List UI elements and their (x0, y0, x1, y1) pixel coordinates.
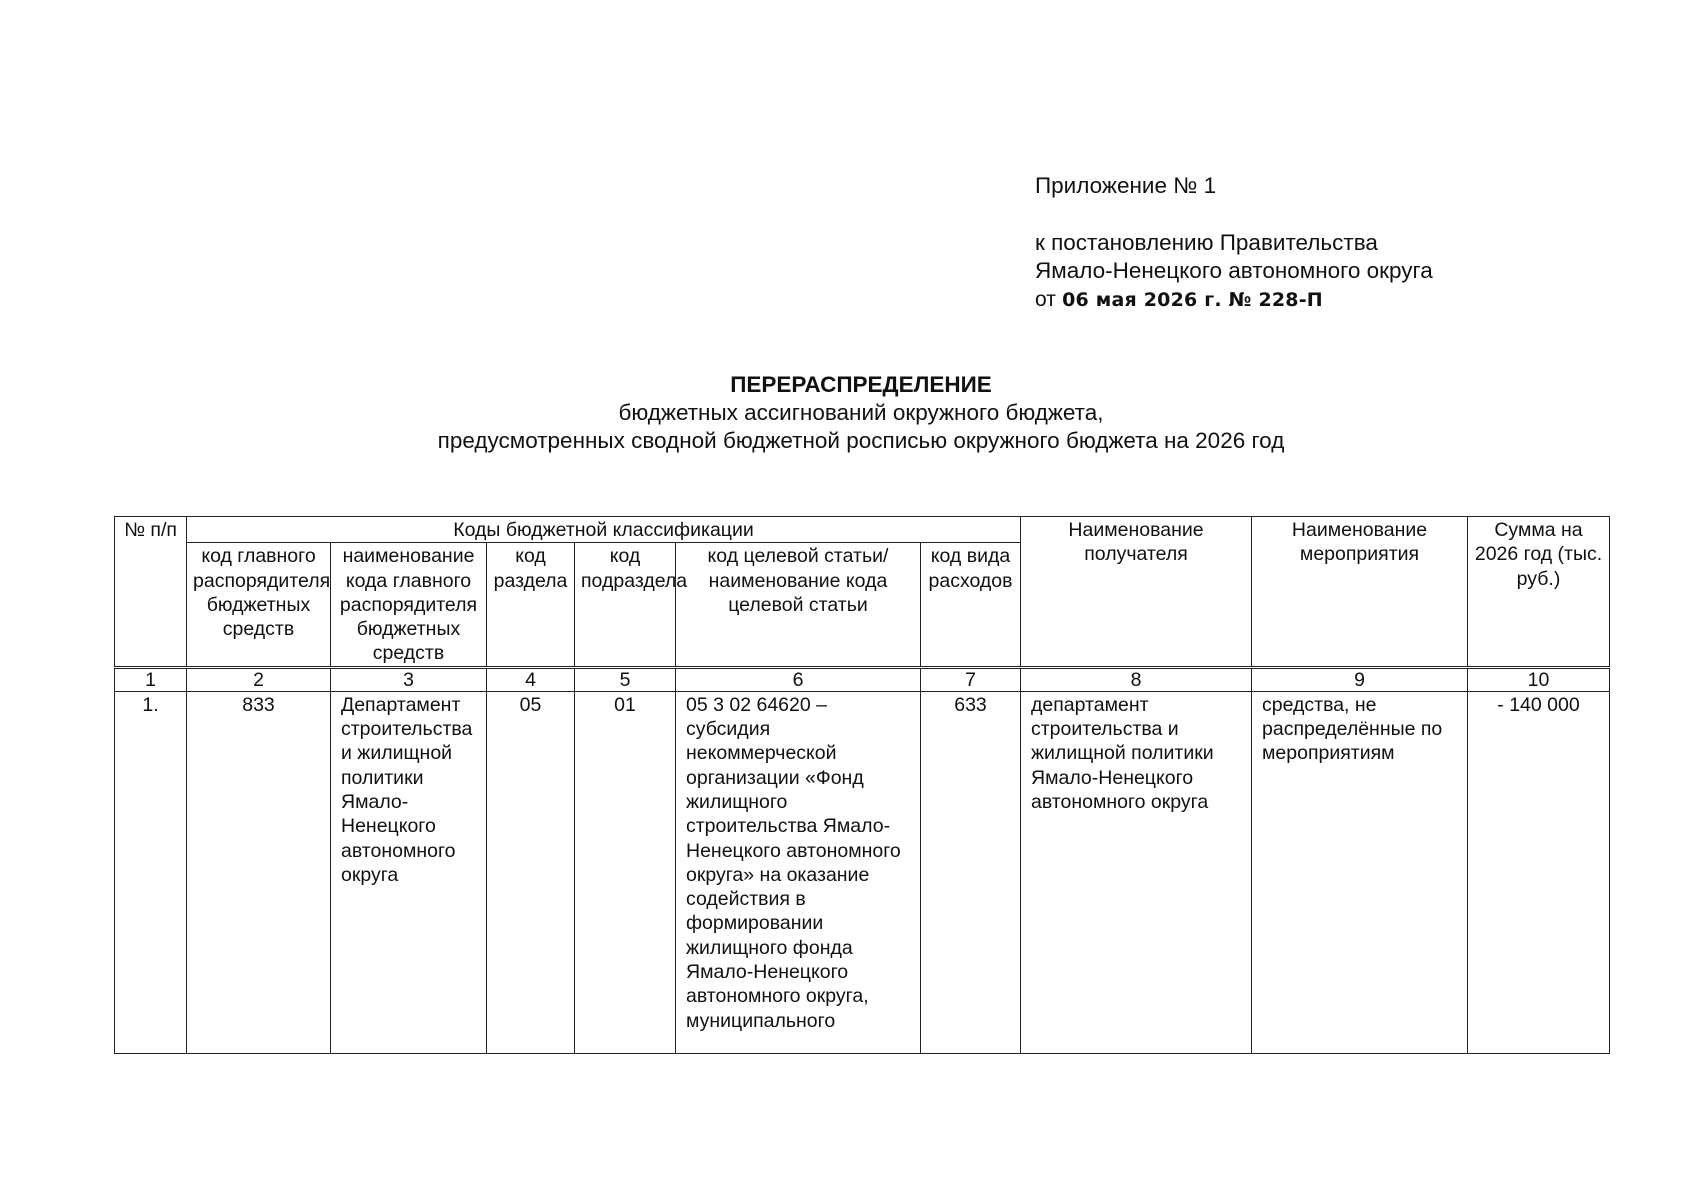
appendix-prefix: от (1035, 288, 1056, 311)
document-heading (114, 371, 1608, 455)
column-number: 1 (115, 667, 187, 691)
redistribution-table (114, 516, 1610, 1054)
column-number: 10 (1468, 667, 1610, 691)
column-number: 7 (921, 667, 1021, 691)
header-num: № п/п (115, 517, 187, 668)
header-recipient: Наименование получателя (1021, 517, 1252, 668)
header-code-expense-type: код вида расходов (921, 543, 1021, 667)
document-subtitle-1: бюджетных ассигнований окружного бюджета, (618, 400, 1104, 425)
appendix-block (1035, 172, 1433, 314)
cell-code-expense-type: 633 (921, 691, 1021, 1053)
header-amount: Сумма на 2026 год (тыс. руб.) (1468, 517, 1610, 668)
column-number: 2 (187, 667, 331, 691)
cell-event: средства, не распределённые по мероприятиям (1252, 691, 1468, 1053)
cell-code-subsection: 01 (575, 691, 676, 1053)
header-code-subsection: код подраздела (575, 543, 676, 667)
table-row (115, 691, 1610, 1053)
column-number-row (115, 667, 1610, 691)
appendix-decree-line (1035, 285, 1433, 314)
cell-code-section: 05 (487, 691, 575, 1053)
appendix-line-1: к постановлению Правительства (1035, 230, 1378, 255)
header-code-target: код целевой статьи/наименование кода целевой статьи (676, 543, 921, 667)
header-event: Наименование мероприятия (1252, 517, 1468, 668)
column-number: 9 (1252, 667, 1468, 691)
cell-amount: - 140 000 (1468, 691, 1610, 1053)
column-number: 6 (676, 667, 921, 691)
column-number: 4 (487, 667, 575, 691)
cell-target: 05 3 02 64620 – субсидия некоммерческой организации «Фонд жилищного строительства Ямало-Ненецкого автономного округа» на оказание содействия в формировании жилищного фонда Ямало-Ненецкого автономного округа, муниципального (676, 691, 921, 1053)
cell-code-main-manager: 833 (187, 691, 331, 1053)
column-number: 8 (1021, 667, 1252, 691)
appendix-title: Приложение № 1 (1035, 173, 1217, 198)
cell-num: 1. (115, 691, 187, 1053)
cell-name-main-manager: Департамент строительства и жилищной политики Ямало-Ненецкого автономного округа (331, 691, 487, 1053)
document-subtitle-2: предусмотренных сводной бюджетной росписью окружного бюджета на 2026 год (437, 428, 1285, 453)
decree-number: 06 мая 2026 г. № 228-П (1062, 289, 1323, 311)
appendix-line-2: Ямало-Ненецкого автономного округа (1035, 258, 1433, 283)
header-name-main-manager: наименование кода главного распорядителя бюджетных средств (331, 543, 487, 667)
cell-recipient: департамент строительства и жилищной политики Ямало-Ненецкого автономного округа (1021, 691, 1252, 1053)
header-code-main-manager: код главного распорядителя бюджетных средств (187, 543, 331, 667)
header-code-section: код раздела (487, 543, 575, 667)
header-codes-group: Коды бюджетной классификации (187, 517, 1021, 543)
column-number: 5 (575, 667, 676, 691)
column-number: 3 (331, 667, 487, 691)
document-title: ПЕРЕРАСПРЕДЕЛЕНИЕ (730, 372, 992, 397)
